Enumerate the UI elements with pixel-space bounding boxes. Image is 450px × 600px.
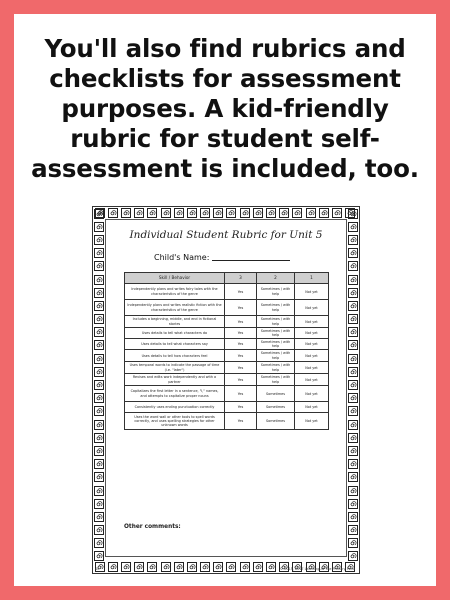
- rubric-header-row: [125, 273, 329, 284]
- score-3-cell: Yes: [225, 316, 257, 328]
- skill-cell: Uses temporal words to indicate the passage of time (i.e. "later"): [125, 362, 225, 374]
- spiral-square-icon: [213, 562, 223, 572]
- score-2-cell: Sometimes / with help: [257, 284, 295, 300]
- spiral-square-icon: [94, 486, 104, 496]
- score-2-cell: Sometimes / with help: [257, 316, 295, 328]
- spiral-square-icon: [348, 275, 358, 285]
- score-1-cell: Not yet: [295, 316, 329, 328]
- worksheet-page: [105, 219, 347, 557]
- score-2-cell: Sometimes / with help: [257, 300, 295, 316]
- spiral-square-icon: [94, 459, 104, 469]
- spiral-square-icon: [348, 433, 358, 443]
- score-2-cell: Sometimes / with help: [257, 374, 295, 386]
- skill-cell: Consistently uses ending punctuation correctly: [125, 402, 225, 413]
- spiral-square-icon: [348, 459, 358, 469]
- child-name-field: [154, 253, 290, 262]
- spiral-square-icon: [348, 525, 358, 535]
- spiral-square-icon: [94, 261, 104, 271]
- spiral-square-icon: [348, 420, 358, 430]
- spiral-square-icon: [253, 562, 263, 572]
- spiral-square-icon: [292, 208, 302, 218]
- spiral-square-icon: [94, 393, 104, 403]
- spiral-square-icon: [134, 562, 144, 572]
- spiral-square-icon: [348, 499, 358, 509]
- score-3-cell: Yes: [225, 374, 257, 386]
- spiral-square-icon: [134, 208, 144, 218]
- spiral-square-icon: [240, 208, 250, 218]
- skill-cell: Capitalizes the first letter in a sentence, "I," names, and attempts to capitalize proper nouns: [125, 386, 225, 402]
- spiral-square-icon: [94, 472, 104, 482]
- score-3-cell: Yes: [225, 339, 257, 350]
- column-header-2: 2: [257, 273, 295, 284]
- spiral-square-icon: [147, 562, 157, 572]
- rubric-row: [125, 300, 329, 316]
- spiral-square-icon: [332, 208, 342, 218]
- spiral-square-icon: [121, 562, 131, 572]
- spiral-square-icon: [306, 208, 316, 218]
- spiral-square-icon: [94, 406, 104, 416]
- rubric-row: [125, 386, 329, 402]
- score-3-cell: Yes: [225, 328, 257, 339]
- spiral-square-icon: [94, 499, 104, 509]
- score-2-cell: Sometimes / with help: [257, 362, 295, 374]
- spiral-square-icon: [108, 562, 118, 572]
- spiral-square-icon: [213, 208, 223, 218]
- score-2-cell: Sometimes: [257, 386, 295, 402]
- score-1-cell: Not yet: [295, 402, 329, 413]
- spiral-square-icon: [253, 208, 263, 218]
- skill-cell: Uses the word wall or other tools to spell words correctly, and uses spelling strategies for other unknown words: [125, 413, 225, 430]
- skill-cell: Revises and edits work independently and with a partner: [125, 374, 225, 386]
- headline: You'll also find rubrics and checklists for assessment purposes. A kid-friendly rubric for student self-assessment is included, too.: [31, 34, 419, 183]
- spiral-square-icon: [94, 380, 104, 390]
- spiral-square-icon: [121, 208, 131, 218]
- score-1-cell: Not yet: [295, 386, 329, 402]
- score-1-cell: Not yet: [295, 339, 329, 350]
- spiral-square-icon: [94, 222, 104, 232]
- score-2-cell: Sometimes / with help: [257, 350, 295, 362]
- score-1-cell: Not yet: [295, 300, 329, 316]
- spiral-square-icon: [174, 562, 184, 572]
- score-1-cell: Not yet: [295, 328, 329, 339]
- spiral-square-icon: [348, 222, 358, 232]
- rubric-row: [125, 413, 329, 430]
- spiral-square-icon: [319, 208, 329, 218]
- spiral-square-icon: [348, 472, 358, 482]
- spiral-square-icon: [348, 486, 358, 496]
- worksheet-preview: [92, 206, 360, 574]
- spiral-square-icon: [94, 275, 104, 285]
- spiral-square-icon: [226, 562, 236, 572]
- skill-cell: Independently plans and writes fairy tales with the characteristics of the genre: [125, 284, 225, 300]
- spiral-square-icon: [226, 208, 236, 218]
- skill-cell: Uses details to tell how characters feel: [125, 350, 225, 362]
- score-3-cell: Yes: [225, 402, 257, 413]
- column-header-skill: Skill / Behavior: [125, 273, 225, 284]
- spiral-square-icon: [94, 301, 104, 311]
- child-name-line: [212, 260, 290, 261]
- spiral-square-icon: [348, 354, 358, 364]
- spiral-square-icon: [94, 209, 104, 219]
- spiral-square-icon: [174, 208, 184, 218]
- rubric-row: [125, 350, 329, 362]
- spiral-square-icon: [94, 525, 104, 535]
- spiral-square-icon: [161, 208, 171, 218]
- spiral-square-icon: [348, 209, 358, 219]
- other-comments-label: Other comments:: [124, 524, 181, 530]
- spiral-square-icon: [94, 288, 104, 298]
- score-2-cell: Sometimes / with help: [257, 328, 295, 339]
- spiral-square-icon: [94, 314, 104, 324]
- spiral-square-icon: [348, 301, 358, 311]
- score-1-cell: Not yet: [295, 362, 329, 374]
- copyright: © 2015, 2017 Learning At The Primary Pond: [279, 567, 355, 571]
- rubric-row: [125, 284, 329, 300]
- spiral-square-icon: [108, 208, 118, 218]
- skill-cell: Uses details to tell what characters say: [125, 339, 225, 350]
- rubric-row: [125, 328, 329, 339]
- spiral-square-icon: [348, 406, 358, 416]
- spiral-square-icon: [279, 208, 289, 218]
- spiral-square-icon: [200, 208, 210, 218]
- spiral-square-icon: [94, 354, 104, 364]
- score-2-cell: Sometimes: [257, 413, 295, 430]
- frame-left: [94, 207, 104, 563]
- spiral-square-icon: [348, 261, 358, 271]
- spiral-square-icon: [94, 235, 104, 245]
- score-1-cell: Not yet: [295, 350, 329, 362]
- spiral-square-icon: [266, 208, 276, 218]
- spiral-square-icon: [348, 538, 358, 548]
- skill-cell: Includes a beginning, middle, and end in fictional stories: [125, 316, 225, 328]
- column-header-3: 3: [225, 273, 257, 284]
- spiral-square-icon: [348, 380, 358, 390]
- promo-card: [14, 14, 436, 586]
- spiral-square-icon: [161, 562, 171, 572]
- spiral-square-icon: [94, 367, 104, 377]
- spiral-square-icon: [240, 562, 250, 572]
- skill-cell: Independently plans and writes realistic fiction with the characteristics of the genre: [125, 300, 225, 316]
- rubric-row: [125, 339, 329, 350]
- spiral-square-icon: [94, 446, 104, 456]
- spiral-square-icon: [94, 340, 104, 350]
- spiral-square-icon: [348, 288, 358, 298]
- spiral-square-icon: [348, 327, 358, 337]
- rubric-row: [125, 402, 329, 413]
- rubric-row: [125, 362, 329, 374]
- score-1-cell: Not yet: [295, 374, 329, 386]
- rubric-table: [124, 272, 329, 430]
- spiral-square-icon: [187, 562, 197, 572]
- score-1-cell: Not yet: [295, 284, 329, 300]
- spiral-square-icon: [94, 420, 104, 430]
- score-3-cell: Yes: [225, 386, 257, 402]
- spiral-square-icon: [348, 248, 358, 258]
- spiral-square-icon: [94, 248, 104, 258]
- spiral-square-icon: [200, 562, 210, 572]
- frame-top: [93, 208, 357, 218]
- spiral-square-icon: [348, 512, 358, 522]
- spiral-square-icon: [94, 538, 104, 548]
- spiral-square-icon: [348, 393, 358, 403]
- score-3-cell: Yes: [225, 350, 257, 362]
- score-2-cell: Sometimes: [257, 402, 295, 413]
- spiral-square-icon: [348, 551, 358, 561]
- score-3-cell: Yes: [225, 284, 257, 300]
- spiral-square-icon: [348, 446, 358, 456]
- spiral-square-icon: [94, 433, 104, 443]
- rubric-row: [125, 374, 329, 386]
- column-header-1: 1: [295, 273, 329, 284]
- score-2-cell: Sometimes / with help: [257, 339, 295, 350]
- frame-right: [348, 207, 358, 563]
- score-1-cell: Not yet: [295, 413, 329, 430]
- score-3-cell: Yes: [225, 413, 257, 430]
- spiral-square-icon: [348, 367, 358, 377]
- child-name-label: Child's Name:: [154, 253, 210, 262]
- spiral-square-icon: [94, 327, 104, 337]
- spiral-square-icon: [266, 562, 276, 572]
- skill-cell: Uses details to tell what characters do: [125, 328, 225, 339]
- worksheet-title: Individual Student Rubric for Unit 5: [129, 229, 323, 241]
- spiral-square-icon: [348, 340, 358, 350]
- rubric-row: [125, 316, 329, 328]
- spiral-square-icon: [94, 512, 104, 522]
- spiral-square-icon: [348, 235, 358, 245]
- spiral-square-icon: [94, 551, 104, 561]
- spiral-square-icon: [348, 314, 358, 324]
- score-3-cell: Yes: [225, 300, 257, 316]
- page-number: 40: [95, 567, 100, 571]
- spiral-square-icon: [187, 208, 197, 218]
- spiral-square-icon: [147, 208, 157, 218]
- score-3-cell: Yes: [225, 362, 257, 374]
